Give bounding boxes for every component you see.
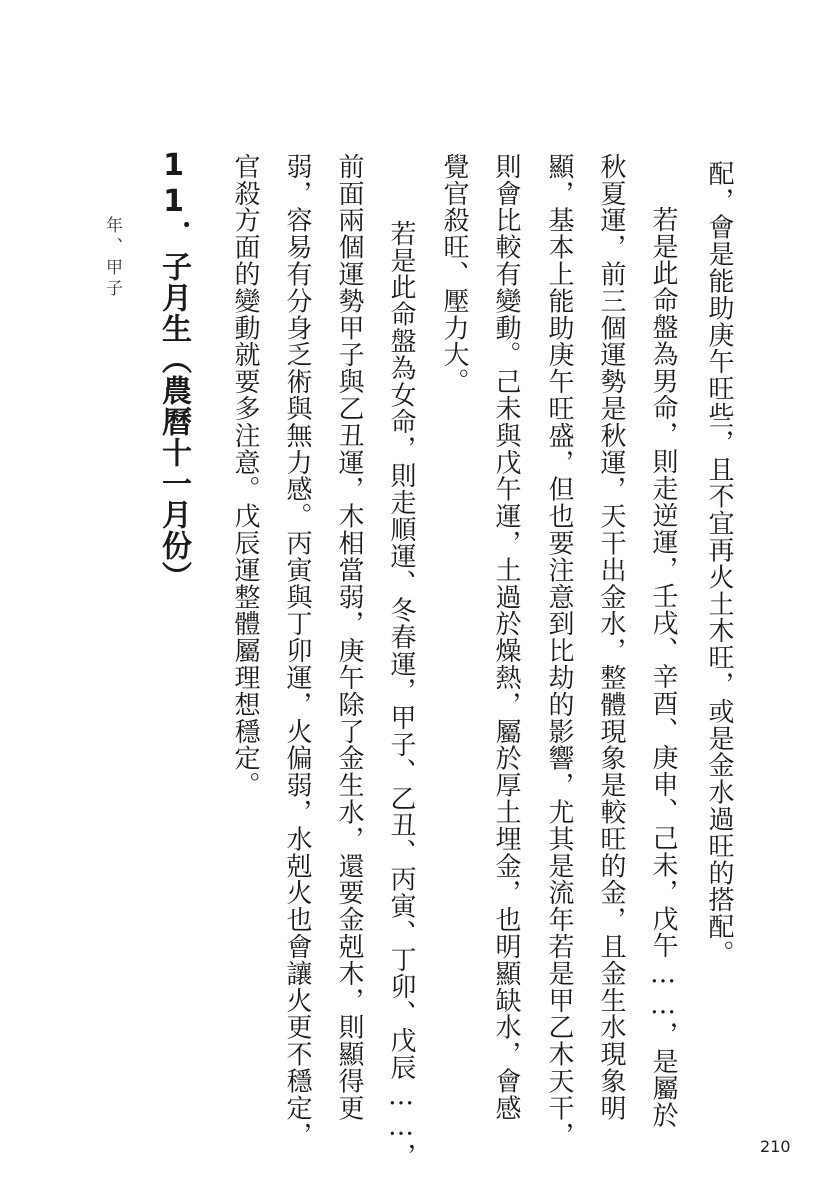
page-number: 210 <box>760 1137 791 1156</box>
text-column-8: 前面兩個運勢甲子與乙丑運，木相當弱，庚午除了金生水，還要金剋木，則顯得更 <box>334 153 364 1122</box>
text-column-2: 若是此命盤為男命，則走逆運，壬戌、辛酉、庚申、己未，戊午……，是屬於 <box>648 206 678 1129</box>
section-heading: 11．子月生（農曆十一月份） <box>156 148 191 592</box>
text-column-9: 弱，容易有分身乏術與無力感。丙寅與丁卯運，火偏弱，水剋火也會讓火更不穩定， <box>282 153 312 1149</box>
text-column-7: 若是此命盤為女命，則走順運、冬春運，甲子、乙丑、丙寅、丁卯、戊辰……， <box>386 220 416 1170</box>
text-column-1: 配，會是能助庚午旺些，且不宜再火土木旺，或是金水過旺的搭配。 <box>704 160 734 967</box>
section-sublabel: 年、甲子 <box>102 216 122 300</box>
text-column-6: 覺官殺旺、壓力大。 <box>439 153 469 396</box>
text-column-10: 官殺方面的變動就要多注意。戊辰運整體屬理想穩定。 <box>230 153 260 799</box>
text-column-4: 顯，基本上能助庚午旺盛，但也要注意到比劫的影響，尤其是流年若是甲乙木天干， <box>544 153 574 1149</box>
text-column-3: 秋夏運，前三個運勢是秋運，天干出金水，整體現象是較旺的金，且金生水現象明 <box>596 153 626 1122</box>
text-column-5: 則會比較有變動。己未與戊午運，土過於燥熱，屬於厚土埋金，也明顯缺水，會感 <box>491 153 521 1122</box>
